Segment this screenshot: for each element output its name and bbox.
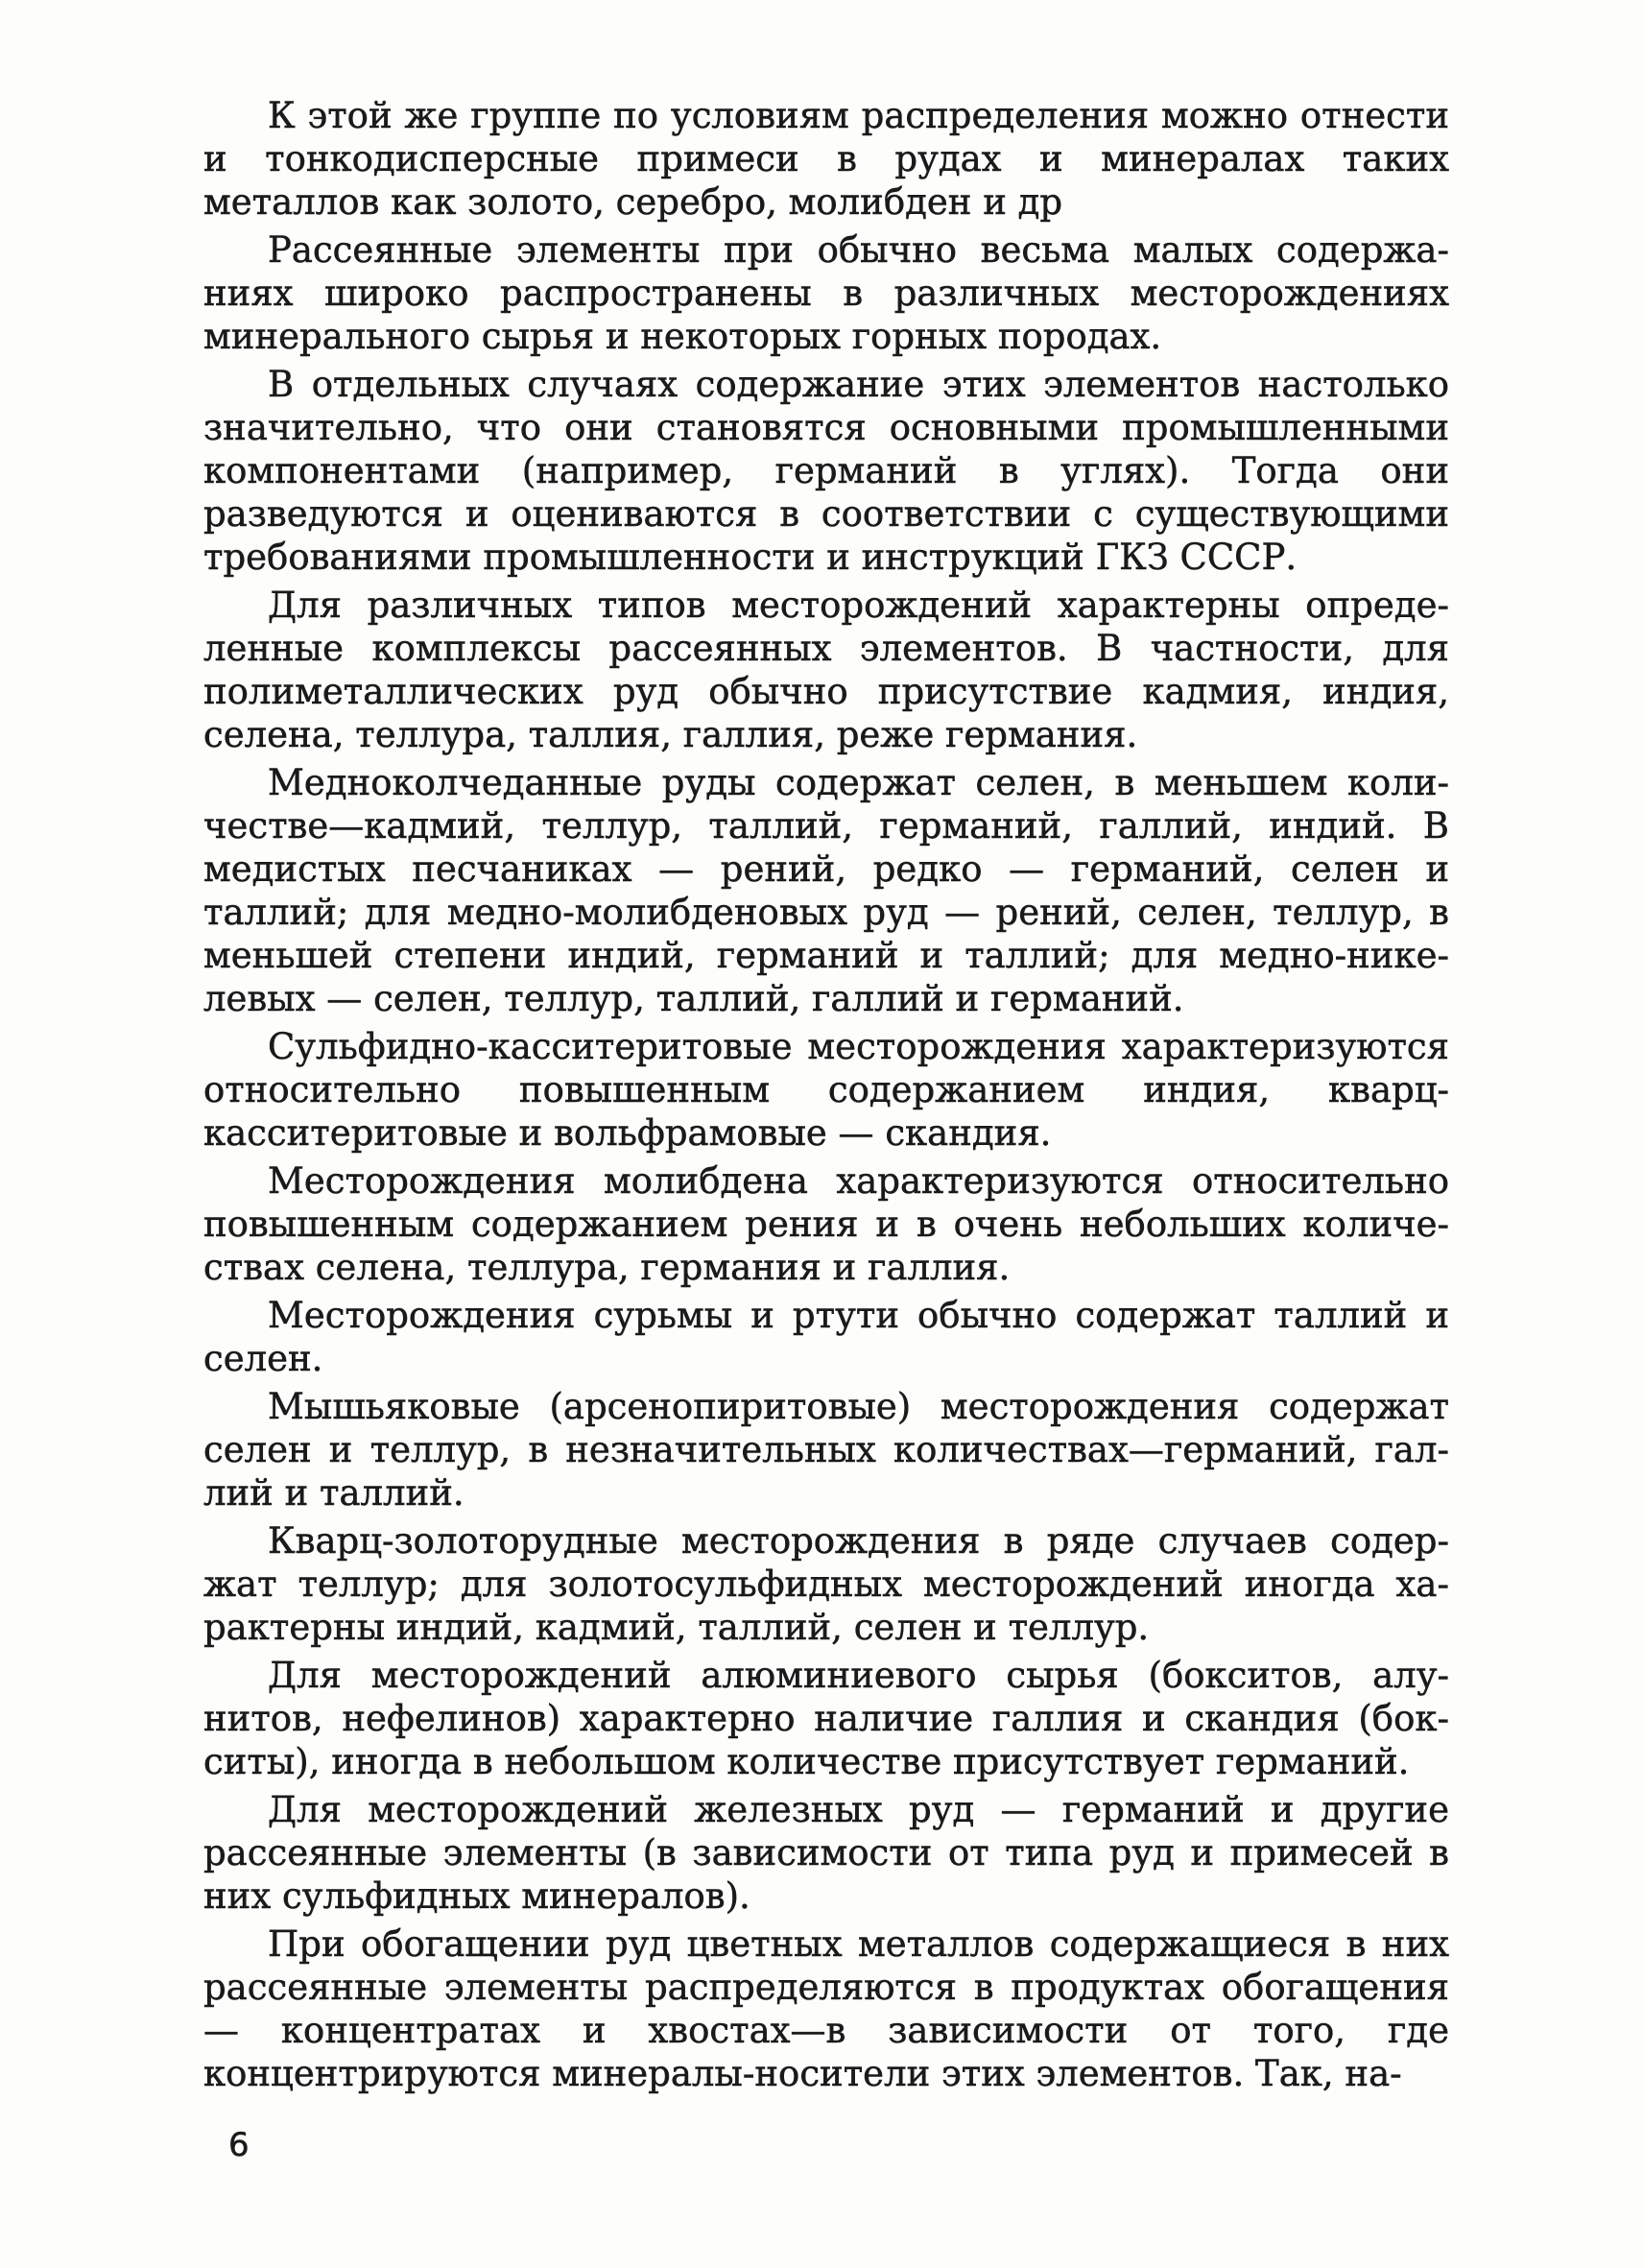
page-number: 6: [228, 2126, 250, 2164]
paragraph: Рассеянные элементы при обычно весьма малых содержаниях широко распространены в различных месторождениях минерального сырья и некоторых горных породах.: [203, 229, 1449, 357]
paragraph: В отдельных случаях содержание этих элементов настолько значительно, что они становятся основными промышленными компонентами (например, германий в углях). Тогда они разведуются и оцениваются в соответствии с существующими требованиями промышленности и инструкций ГКЗ СССР.: [203, 364, 1449, 578]
body-text: [203, 94, 1449, 2100]
paragraph: Медноколчеданные руды содержат селен, в меньшем количестве—кадмий, теллур, таллий, германий, галлий, индий. В медистых песчаниках — рений, редко — германий, селен и таллий; для медно-молибденовых руд — рений, селен, теллур, в меньшей степени индий, германий и таллий; для медно-никелевых — селен, теллур, таллий, галлий и германий.: [203, 762, 1449, 1019]
paragraph: Сульфидно-касситеритовые месторождения характеризуются относительно повышенным содержанием индия, кварц-касситеритовые и вольфрамовые — скандия.: [203, 1026, 1449, 1154]
paragraph: Для месторождений алюминиевого сырья (бокситов, алунитов, нефелинов) характерно наличие галлия и скандия (бокситы), иногда в небольшом количестве присутствует германий.: [203, 1655, 1449, 1782]
paragraph: При обогащении руд цветных металлов содержащиеся в них рассеянные элементы распределяются в продуктах обогащения — концентратах и хвостах—в зависимости от того, где концентрируются минералы-носители этих элементов. Так, на-: [203, 1923, 1449, 2094]
paragraph: Для различных типов месторождений характерны определенные комплексы рассеянных элементов. В частности, для полиметаллических руд обычно присутствие кадмия, индия, селена, теллура, таллия, галлия, реже германия.: [203, 585, 1449, 755]
paragraph: Кварц-золоторудные месторождения в ряде случаев содержат теллур; для золотосульфидных месторождений иногда характерны индий, кадмий, таллий, селен и теллур.: [203, 1520, 1449, 1648]
paragraph: Для месторождений железных руд — германий и другие рассеянные элементы (в зависимости от типа руд и примесей в них сульфидных минералов).: [203, 1789, 1449, 1917]
paragraph: Месторождения молибдена характеризуются относительно повышенным содержанием рения и в очень небольших количествах селена, теллура, германия и галлия.: [203, 1160, 1449, 1288]
paragraph: К этой же группе по условиям распределения можно отнести и тонкодисперсные примеси в рудах и минералах таких металлов как золото, серебро, молибден и др: [203, 95, 1449, 223]
paragraph: Мышьяковые (арсенопиритовые) месторождения содержат селен и теллур, в незначительных количествах—германий, галлий и таллий.: [203, 1386, 1449, 1514]
paragraph: Месторождения сурьмы и ртути обычно содержат таллий и селен.: [203, 1295, 1449, 1379]
